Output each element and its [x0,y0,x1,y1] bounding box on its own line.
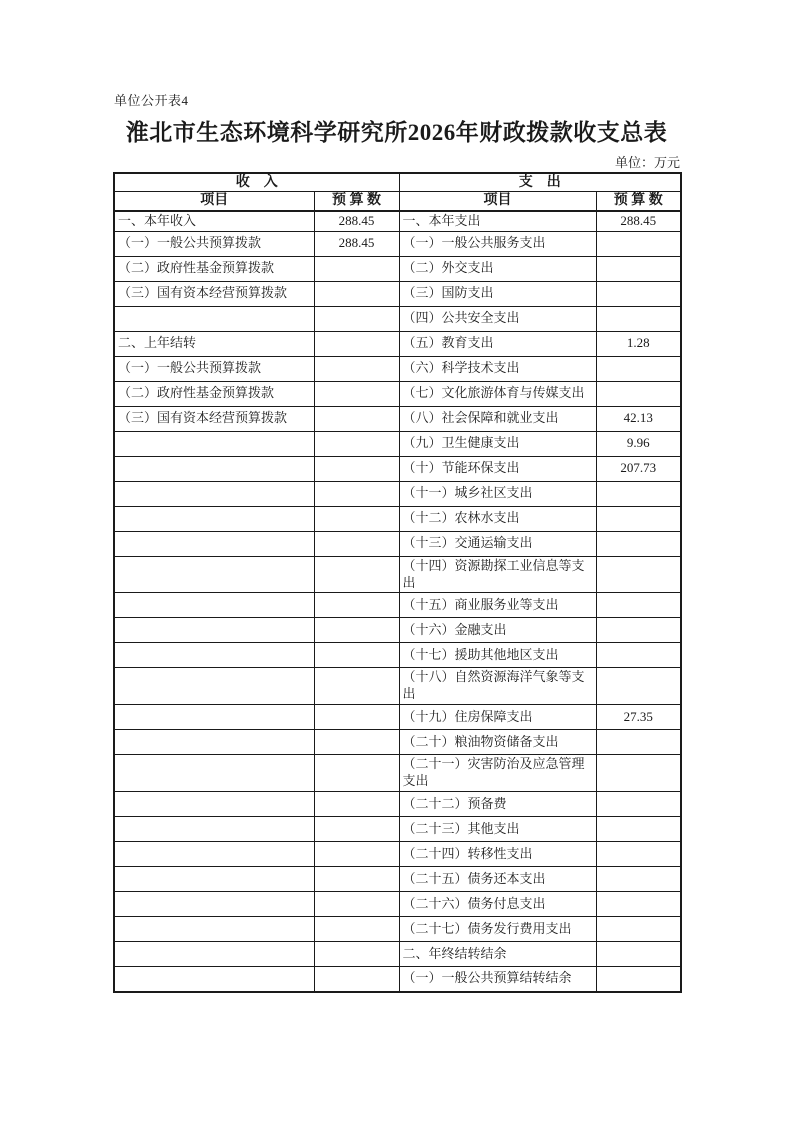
expense-budget-cell [596,967,681,992]
expense-budget-cell: 288.45 [596,211,681,231]
table-head [114,173,681,211]
expense-budget-cell [596,281,681,306]
table-row [114,892,681,917]
income-budget-cell [314,730,399,755]
table-row [114,331,681,356]
income-budget-cell [314,331,399,356]
unit-label: 单位：万元 [614,155,680,170]
income-budget-cell [314,481,399,506]
income-budget-cell [314,381,399,406]
income-budget-cell [314,917,399,942]
expense-budget-cell: 42.13 [596,406,681,431]
group-header-row [114,173,681,192]
expense-budget-cell [596,256,681,281]
expense-budget-cell [596,842,681,867]
table-row [114,643,681,668]
expense-item-cell: （十四）资源勘探工业信息等支出 [399,556,596,593]
expense-item-cell: （二十）粮油物资储备支出 [399,730,596,755]
income-item-cell [114,817,314,842]
income-budget-cell [314,967,399,992]
income-budget-cell [314,431,399,456]
income-budget-cell [314,306,399,331]
expense-budget-cell: 27.35 [596,705,681,730]
income-item-cell [114,431,314,456]
table-row [114,755,681,792]
income-item-cell [114,618,314,643]
expense-budget-cell [596,668,681,705]
expense-budget-cell [596,556,681,593]
expense-budget-cell: 1.28 [596,331,681,356]
income-item-cell [114,456,314,481]
table-row [114,817,681,842]
income-budget-cell [314,281,399,306]
table-row [114,705,681,730]
expense-budget-cell [596,817,681,842]
income-budget-cell [314,755,399,792]
expense-budget-cell [596,867,681,892]
expense-item-cell: （五）教育支出 [399,331,596,356]
expense-budget-cell: 9.96 [596,431,681,456]
income-budget-cell [314,842,399,867]
expense-item-cell: （九）卫生健康支出 [399,431,596,456]
income-budget-cell [314,356,399,381]
expense-budget-cell [596,892,681,917]
income-group-header: 收 入 [114,173,399,192]
expense-item-cell: （三）国防支出 [399,281,596,306]
income-budget-cell [314,506,399,531]
table-row [114,281,681,306]
table-row [114,356,681,381]
budget-table [113,172,682,993]
income-budget-cell: 288.45 [314,211,399,231]
expense-item-cell: （二十七）债务发行费用支出 [399,917,596,942]
table-row [114,967,681,992]
expense-item-cell: （七）文化旅游体育与传媒支出 [399,381,596,406]
table-row [114,730,681,755]
expense-item-cell: （二十三）其他支出 [399,817,596,842]
income-item-cell: （三）国有资本经营预算拨款 [114,281,314,306]
expense-item-cell: （八）社会保障和就业支出 [399,406,596,431]
income-budget-cell [314,556,399,593]
expense-item-cell: （十八）自然资源海洋气象等支出 [399,668,596,705]
income-item-cell [114,668,314,705]
income-item-cell [114,306,314,331]
income-budget-cell [314,792,399,817]
expense-item-cell: 一、本年支出 [399,211,596,231]
income-budget-cell [314,618,399,643]
expense-item-cell: （十五）商业服务业等支出 [399,593,596,618]
expense-item-cell: （二十一）灾害防治及应急管理支出 [399,755,596,792]
table-row [114,593,681,618]
expense-budget-cell: 207.73 [596,456,681,481]
expense-budget-cell [596,381,681,406]
income-budget-cell [314,942,399,967]
table-row [114,306,681,331]
income-budget-cell [314,867,399,892]
expense-budget-header: 预 算 数 [596,192,681,211]
table-row [114,406,681,431]
expense-item-cell: （六）科学技术支出 [399,356,596,381]
expense-budget-cell [596,531,681,556]
expense-budget-cell [596,792,681,817]
income-item-cell: 二、上年结转 [114,331,314,356]
expense-budget-cell [596,306,681,331]
income-item-cell: （三）国有资本经营预算拨款 [114,406,314,431]
income-item-cell [114,755,314,792]
income-item-cell [114,705,314,730]
table-row [114,506,681,531]
table-row [114,231,681,256]
income-item-cell: （一）一般公共预算拨款 [114,356,314,381]
table-row [114,531,681,556]
income-item-cell [114,556,314,593]
expense-item-cell: （四）公共安全支出 [399,306,596,331]
table-row [114,456,681,481]
table-row [114,618,681,643]
income-item-cell [114,942,314,967]
table-row [114,792,681,817]
table-row [114,942,681,967]
income-item-cell: （二）政府性基金预算拨款 [114,256,314,281]
table-body [114,211,681,992]
expense-item-cell: （十六）金融支出 [399,618,596,643]
table-row [114,668,681,705]
income-budget-header: 预 算 数 [314,192,399,211]
income-item-cell: 一、本年收入 [114,211,314,231]
income-budget-cell [314,705,399,730]
expense-budget-cell [596,231,681,256]
expense-budget-cell [596,506,681,531]
income-budget-cell [314,593,399,618]
expense-budget-cell [596,942,681,967]
income-budget-cell [314,668,399,705]
income-item-cell [114,917,314,942]
table-note: 单位公开表4 [114,93,189,108]
table-row [114,917,681,942]
expense-item-cell: （十九）住房保障支出 [399,705,596,730]
income-item-header: 项目 [114,192,314,211]
expense-group-header: 支 出 [399,173,681,192]
expense-item-cell: （十三）交通运输支出 [399,531,596,556]
income-budget-cell [314,456,399,481]
expense-item-cell: （十）节能环保支出 [399,456,596,481]
expense-budget-cell [596,730,681,755]
income-budget-cell [314,256,399,281]
expense-item-cell: （一）一般公共预算结转结余 [399,967,596,992]
expense-budget-cell [596,481,681,506]
income-item-cell [114,792,314,817]
income-item-cell [114,842,314,867]
expense-item-cell: （十七）援助其他地区支出 [399,643,596,668]
income-item-cell: （二）政府性基金预算拨款 [114,381,314,406]
expense-item-header: 项目 [399,192,596,211]
income-item-cell [114,593,314,618]
expense-item-cell: （一）一般公共服务支出 [399,231,596,256]
expense-budget-cell [596,917,681,942]
income-budget-cell [314,531,399,556]
income-budget-cell [314,892,399,917]
income-item-cell [114,867,314,892]
expense-item-cell: （十二）农林水支出 [399,506,596,531]
table-row [114,211,681,231]
expense-item-cell: 二、年终结转结余 [399,942,596,967]
table-row [114,256,681,281]
income-item-cell [114,506,314,531]
income-item-cell [114,643,314,668]
expense-budget-cell [596,755,681,792]
expense-budget-cell [596,643,681,668]
table-row [114,431,681,456]
table-row [114,867,681,892]
expense-budget-cell [596,356,681,381]
table-row [114,381,681,406]
income-budget-cell [314,643,399,668]
table-row [114,481,681,506]
income-item-cell [114,967,314,992]
column-header-row [114,192,681,211]
income-item-cell [114,481,314,506]
income-budget-cell: 288.45 [314,231,399,256]
table-row [114,556,681,593]
page-title: 淮北市生态环境科学研究所2026年财政拨款收支总表 [125,120,668,145]
expense-item-cell: （二十四）转移性支出 [399,842,596,867]
expense-budget-cell [596,593,681,618]
expense-item-cell: （二十五）债务还本支出 [399,867,596,892]
expense-item-cell: （二十二）预备费 [399,792,596,817]
income-item-cell: （一）一般公共预算拨款 [114,231,314,256]
expense-item-cell: （十一）城乡社区支出 [399,481,596,506]
income-item-cell [114,730,314,755]
income-budget-cell [314,817,399,842]
income-item-cell [114,892,314,917]
income-budget-cell [314,406,399,431]
table-row [114,842,681,867]
income-item-cell [114,531,314,556]
expense-item-cell: （二）外交支出 [399,256,596,281]
expense-item-cell: （二十六）债务付息支出 [399,892,596,917]
expense-budget-cell [596,618,681,643]
